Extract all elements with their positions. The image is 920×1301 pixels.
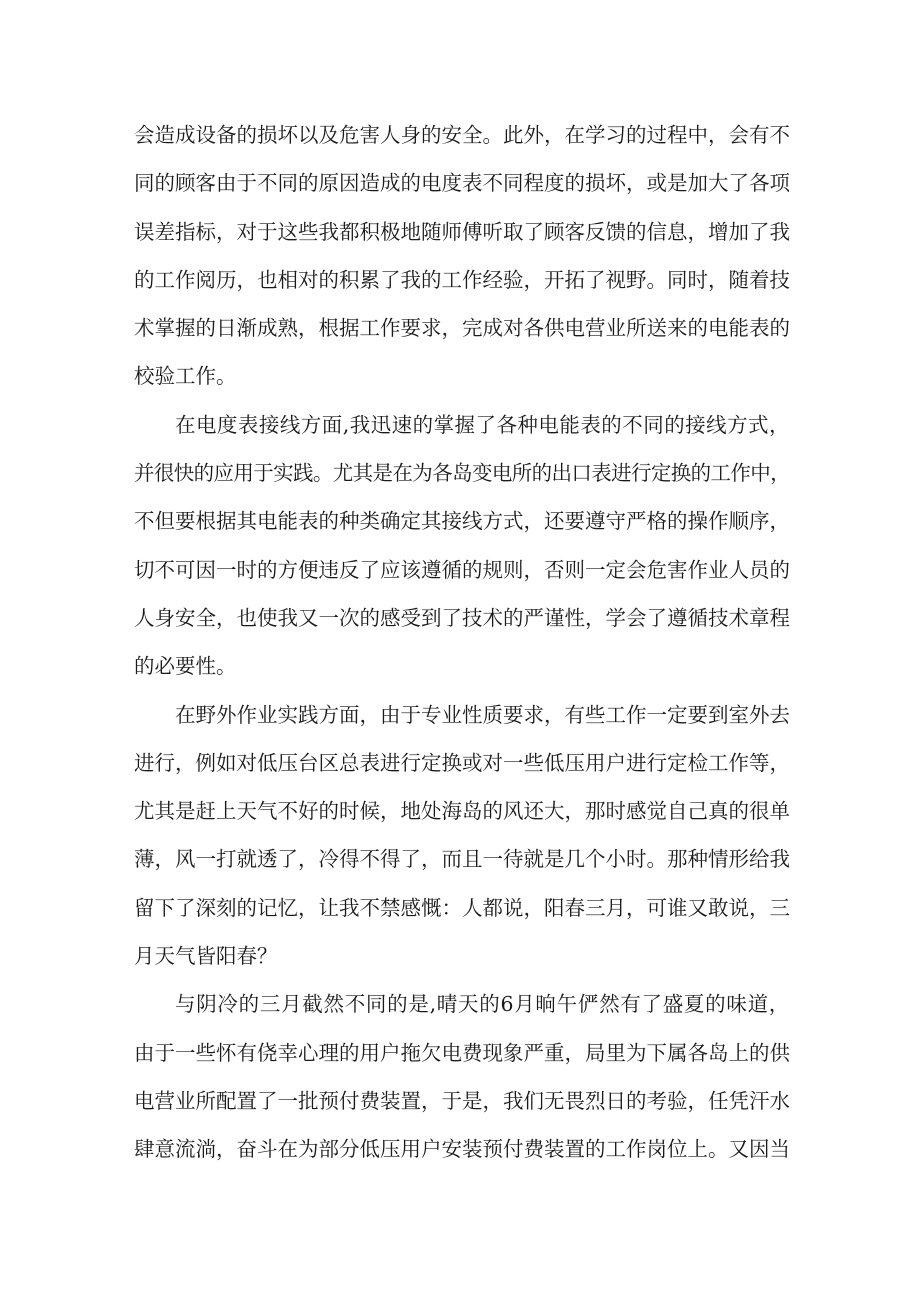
text-line: 并很快的应用于实践。尤其是在为各岛变电所的出口表进行定换的工作中， [134,461,791,486]
paragraph-2 [134,401,790,691]
paragraph-1 [134,111,790,401]
text-line: 进行，例如对低压台区总表进行定换或对一些低压用户进行定检工作等， [134,750,790,775]
text-line: 在野外作业实践方面，由于专业性质要求，有些工作一定要到室外去 [175,702,790,727]
text-line: 月天气皆阳春？ [134,944,278,969]
text-line: 不但要根据其电能表的种类确定其接线方式，还要遵守严格的操作顺序， [134,509,790,534]
text-line: 的工作阅历，也相对的积累了我的工作经验，开拓了视野。同时，随着技 [134,267,790,292]
text-line: 误差指标，对于这些我都积极地随师傅听取了顾客反馈的信息，增加了我 [134,219,790,244]
text-line: 电营业所配置了一批预付费装置，于是，我们无畏烈日的考验，任凭汗水 [134,1088,790,1113]
text-line: 的必要性。 [134,654,237,679]
text-line: 与阴冷的三月截然不同的是,晴天的6月晌午俨然有了盛夏的味道， [175,992,791,1017]
text-line: 同的顾客由于不同的原因造成的电度表不同程度的损坏，或是加大了各项 [134,171,790,196]
text-line: 术掌握的日渐成熟，根据工作要求，完成对各供电营业所送来的电能表的 [134,316,790,341]
document-body [134,111,790,1174]
text-line: 留下了深刻的记忆，让我不禁感慨：人都说，阳春三月，可谁又敢说，三 [134,895,790,920]
text-line: 薄，风一打就透了，冷得不得了，而且一待就是几个小时。那种情形给我 [134,847,790,872]
text-line: 由于一些怀有侥幸心理的用户拖欠电费现象严重，局里为下属各岛上的供 [134,1040,790,1065]
text-line: 会造成设备的损坏以及危害人身的安全。此外，在学习的过程中，会有不 [134,123,790,147]
paragraph-3 [134,691,790,981]
text-line: 切不可因一时的方便违反了应该遵循的规则，否则一定会危害作业人员的 [134,557,790,582]
text-line: 人身安全，也使我又一次的感受到了技术的严谨性，学会了遵循技术章程 [134,605,790,630]
text-line: 校验工作。 [134,364,237,389]
text-line: 在电度表接线方面,我迅速的掌握了各种电能表的不同的接线方式， [175,412,790,437]
paragraph-4 [134,980,790,1173]
text-line: 肆意流淌，奋斗在为部分低压用户安装预付费装置的工作岗位上。又因当 [134,1137,790,1162]
text-line: 尤其是赶上天气不好的时候，地处海岛的风还大，那时感觉自己真的很单 [134,799,790,824]
